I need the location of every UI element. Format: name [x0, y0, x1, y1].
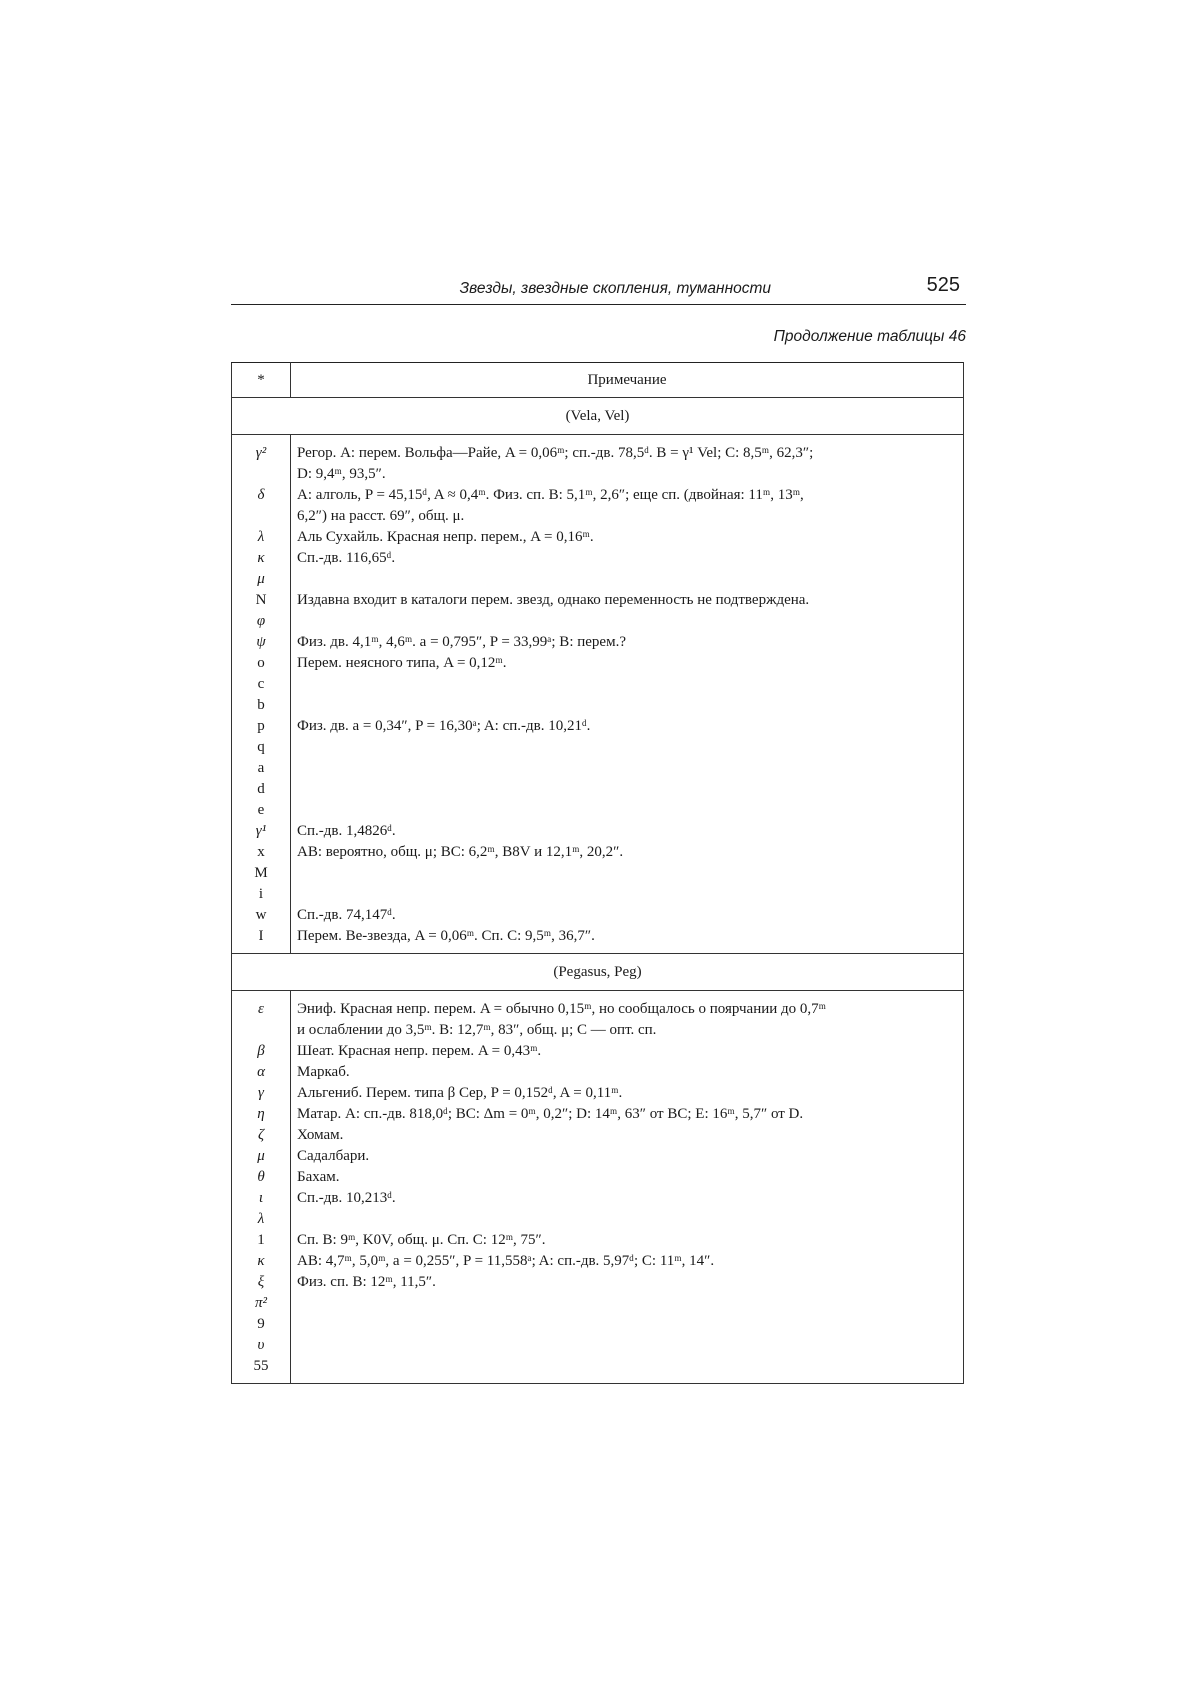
- note-line: Альгениб. Перем. типа β Cep, P = 0,152ᵈ, A = 0,11ᵐ.: [297, 1085, 623, 1101]
- table-row: [232, 548, 964, 569]
- note-cell: [291, 653, 964, 674]
- star-designation: I: [232, 926, 291, 954]
- note-cell: [291, 716, 964, 737]
- note-line: Матар. A: сп.-дв. 818,0ᵈ; BC: Δm = 0ᵐ, 0,2″; D: 14ᵐ, 63″ от BC; E: 16ᵐ, 5,7″ от D.: [297, 1106, 804, 1122]
- note-line: Маркаб.: [297, 1064, 350, 1080]
- table-row: [232, 1188, 964, 1209]
- note-cell: [291, 590, 964, 611]
- constellation-name: (Vela, Vel): [232, 398, 964, 435]
- star-designation: e: [232, 800, 291, 821]
- constellation-row: [232, 954, 964, 991]
- note-cell: [291, 1209, 964, 1230]
- table-row: [232, 611, 964, 632]
- note-line: Перем. Be-звезда, A = 0,06ᵐ. Сп. C: 9,5ᵐ, 36,7″.: [297, 928, 595, 944]
- note-line: Сп.-дв. 1,4826ᵈ.: [297, 823, 396, 839]
- note-cell: [291, 1188, 964, 1209]
- table-row: [232, 758, 964, 779]
- table-row: [232, 1335, 964, 1356]
- star-designation: ψ: [232, 632, 291, 653]
- star-designation: β: [232, 1041, 291, 1062]
- table-row: [232, 632, 964, 653]
- table-row: [232, 527, 964, 548]
- star-designation: q: [232, 737, 291, 758]
- table-row: [232, 1230, 964, 1251]
- note-cell: [291, 527, 964, 548]
- note-line: [297, 1209, 955, 1230]
- star-designation: 55: [232, 1356, 291, 1384]
- note-cell: [291, 1314, 964, 1335]
- star-designation: κ: [232, 1251, 291, 1272]
- table-row: [232, 926, 964, 954]
- star-designation: π²: [232, 1293, 291, 1314]
- note-line: Сп.-дв. 10,213ᵈ.: [297, 1190, 396, 1206]
- star-designation: c: [232, 674, 291, 695]
- table-row: [232, 435, 964, 486]
- note-cell: [291, 674, 964, 695]
- running-header: [231, 270, 966, 305]
- star-designation: i: [232, 884, 291, 905]
- note-cell: [291, 800, 964, 821]
- note-cell: [291, 611, 964, 632]
- star-designation: λ: [232, 527, 291, 548]
- note-line: Перем. неясного типа, A = 0,12ᵐ.: [297, 655, 507, 671]
- note-line: D: 9,4ᵐ, 93,5″.: [297, 466, 386, 482]
- star-designation: δ: [232, 485, 291, 527]
- star-designation: ε: [232, 991, 291, 1042]
- table-row: [232, 1125, 964, 1146]
- note-cell: [291, 884, 964, 905]
- table-row: [232, 1104, 964, 1125]
- star-designation: p: [232, 716, 291, 737]
- table-row: [232, 653, 964, 674]
- note-line: Регор. A: перем. Вольфа—Райе, A = 0,06ᵐ; сп.-дв. 78,5ᵈ. B = γ¹ Vel; C: 8,5ᵐ, 62,3″;: [297, 445, 814, 461]
- note-cell: [291, 569, 964, 590]
- table-row: [232, 695, 964, 716]
- note-line: [297, 695, 955, 716]
- note-line: [297, 1314, 955, 1335]
- star-designation: γ: [232, 1083, 291, 1104]
- table-row: [232, 590, 964, 611]
- note-cell: [291, 1335, 964, 1356]
- table-row: [232, 485, 964, 527]
- table-row: [232, 779, 964, 800]
- star-designation: γ²: [232, 435, 291, 486]
- header-star-cell: *: [232, 363, 291, 398]
- note-cell: [291, 758, 964, 779]
- table-row: [232, 884, 964, 905]
- note-line: [297, 884, 955, 905]
- note-line: AB: вероятно, общ. μ; BC: 6,2ᵐ, B8V и 12,1ᵐ, 20,2″.: [297, 844, 624, 860]
- note-cell: [291, 779, 964, 800]
- star-designation: o: [232, 653, 291, 674]
- note-line: Садалбари.: [297, 1148, 370, 1164]
- star-designation: υ: [232, 1335, 291, 1356]
- table-row: [232, 1272, 964, 1293]
- note-line: Издавна входит в каталоги перем. звезд, однако переменность не подтверждена.: [297, 592, 810, 608]
- note-cell: [291, 926, 964, 954]
- table-row: [232, 569, 964, 590]
- note-line: [297, 1356, 955, 1377]
- note-cell: [291, 1146, 964, 1167]
- star-designation: ζ: [232, 1125, 291, 1146]
- note-line: AB: 4,7ᵐ, 5,0ᵐ, a = 0,255″, P = 11,558ᵃ; A: сп.-дв. 5,97ᵈ; C: 11ᵐ, 14″.: [297, 1253, 715, 1269]
- note-cell: [291, 863, 964, 884]
- note-cell: [291, 1293, 964, 1314]
- table-row: [232, 1314, 964, 1335]
- table-row: [232, 1083, 964, 1104]
- note-cell: [291, 485, 964, 527]
- star-designation: μ: [232, 1146, 291, 1167]
- note-cell: [291, 1356, 964, 1384]
- note-line: Эниф. Красная непр. перем. A = обычно 0,15ᵐ, но сообщалось о поярчании до 0,7ᵐ: [297, 1001, 826, 1017]
- table-row: [232, 863, 964, 884]
- star-designation: θ: [232, 1167, 291, 1188]
- note-line: [297, 863, 955, 884]
- table-row: [232, 1209, 964, 1230]
- star-designation: ξ: [232, 1272, 291, 1293]
- table-row: [232, 716, 964, 737]
- star-designation: ι: [232, 1188, 291, 1209]
- table-row: [232, 737, 964, 758]
- note-line: [297, 758, 955, 779]
- note-line: Сп.-дв. 116,65ᵈ.: [297, 550, 396, 566]
- star-designation: φ: [232, 611, 291, 632]
- running-title: Звезды, звездные скопления, туманности: [459, 280, 771, 297]
- star-designation: x: [232, 842, 291, 863]
- table-row: [232, 1062, 964, 1083]
- note-cell: [291, 842, 964, 863]
- header-note-cell: Примечание: [291, 363, 964, 398]
- note-cell: [291, 632, 964, 653]
- star-designation: 1: [232, 1230, 291, 1251]
- note-cell: [291, 991, 964, 1042]
- table-row: [232, 1146, 964, 1167]
- star-notes-table: [231, 362, 964, 1384]
- constellation-row: [232, 398, 964, 435]
- note-line: [297, 737, 955, 758]
- table-row: [232, 821, 964, 842]
- star-designation: μ: [232, 569, 291, 590]
- star-designation: λ: [232, 1209, 291, 1230]
- note-cell: [291, 905, 964, 926]
- note-line: 6,2″) на расст. 69″, общ. μ.: [297, 508, 465, 524]
- note-line: [297, 779, 955, 800]
- star-designation: N: [232, 590, 291, 611]
- table-row: [232, 905, 964, 926]
- note-cell: [291, 821, 964, 842]
- note-line: [297, 611, 955, 632]
- table-row: [232, 991, 964, 1042]
- page-number: 525: [926, 274, 960, 296]
- note-cell: [291, 737, 964, 758]
- table-row: [232, 1293, 964, 1314]
- table-row: [232, 800, 964, 821]
- note-line: и ослаблении до 3,5ᵐ. B: 12,7ᵐ, 83″, общ. μ; C — опт. сп.: [297, 1022, 657, 1038]
- note-line: [297, 1335, 955, 1356]
- star-designation: α: [232, 1062, 291, 1083]
- star-designation: M: [232, 863, 291, 884]
- table-row: [232, 1356, 964, 1384]
- note-line: Сп.-дв. 74,147ᵈ.: [297, 907, 396, 923]
- star-designation: b: [232, 695, 291, 716]
- star-designation: 9: [232, 1314, 291, 1335]
- note-cell: [291, 1167, 964, 1188]
- star-designation: η: [232, 1104, 291, 1125]
- note-cell: [291, 1062, 964, 1083]
- star-designation: κ: [232, 548, 291, 569]
- note-line: Сп. B: 9ᵐ, K0V, общ. μ. Сп. C: 12ᵐ, 75″.: [297, 1232, 546, 1248]
- note-cell: [291, 1230, 964, 1251]
- note-line: Физ. дв. 4,1ᵐ, 4,6ᵐ. a = 0,795″, P = 33,99ᵃ; B: перем.?: [297, 634, 626, 650]
- note-line: [297, 1293, 955, 1314]
- table-caption: Продолжение таблицы 46: [773, 328, 966, 345]
- note-cell: [291, 548, 964, 569]
- note-cell: [291, 1104, 964, 1125]
- table-row: [232, 1041, 964, 1062]
- table-row: [232, 1251, 964, 1272]
- star-designation: w: [232, 905, 291, 926]
- note-line: Физ. сп. B: 12ᵐ, 11,5″.: [297, 1274, 436, 1290]
- note-line: Бахам.: [297, 1169, 340, 1185]
- note-line: A: алголь, P = 45,15ᵈ, A ≈ 0,4ᵐ. Физ. сп. B: 5,1ᵐ, 2,6″; еще сп. (двойная: 11ᵐ, 13ᵐ,: [297, 487, 804, 503]
- table-row: [232, 1167, 964, 1188]
- note-line: Шеат. Красная непр. перем. A = 0,43ᵐ.: [297, 1043, 542, 1059]
- note-cell: [291, 1272, 964, 1293]
- note-cell: [291, 1083, 964, 1104]
- constellation-name: (Pegasus, Peg): [232, 954, 964, 991]
- note-line: Физ. дв. a = 0,34″, P = 16,30ᵃ; A: сп.-дв. 10,21ᵈ.: [297, 718, 591, 734]
- note-cell: [291, 1125, 964, 1146]
- star-designation: a: [232, 758, 291, 779]
- note-cell: [291, 1251, 964, 1272]
- note-cell: [291, 435, 964, 486]
- note-cell: [291, 695, 964, 716]
- note-line: Аль Сухайль. Красная непр. перем., A = 0,16ᵐ.: [297, 529, 594, 545]
- note-line: Хомам.: [297, 1127, 344, 1143]
- star-designation: γ¹: [232, 821, 291, 842]
- note-line: [297, 674, 955, 695]
- table-row: [232, 674, 964, 695]
- table-header-row: [232, 363, 964, 398]
- table-row: [232, 842, 964, 863]
- star-designation: d: [232, 779, 291, 800]
- note-cell: [291, 1041, 964, 1062]
- note-line: [297, 800, 955, 821]
- note-line: [297, 569, 955, 590]
